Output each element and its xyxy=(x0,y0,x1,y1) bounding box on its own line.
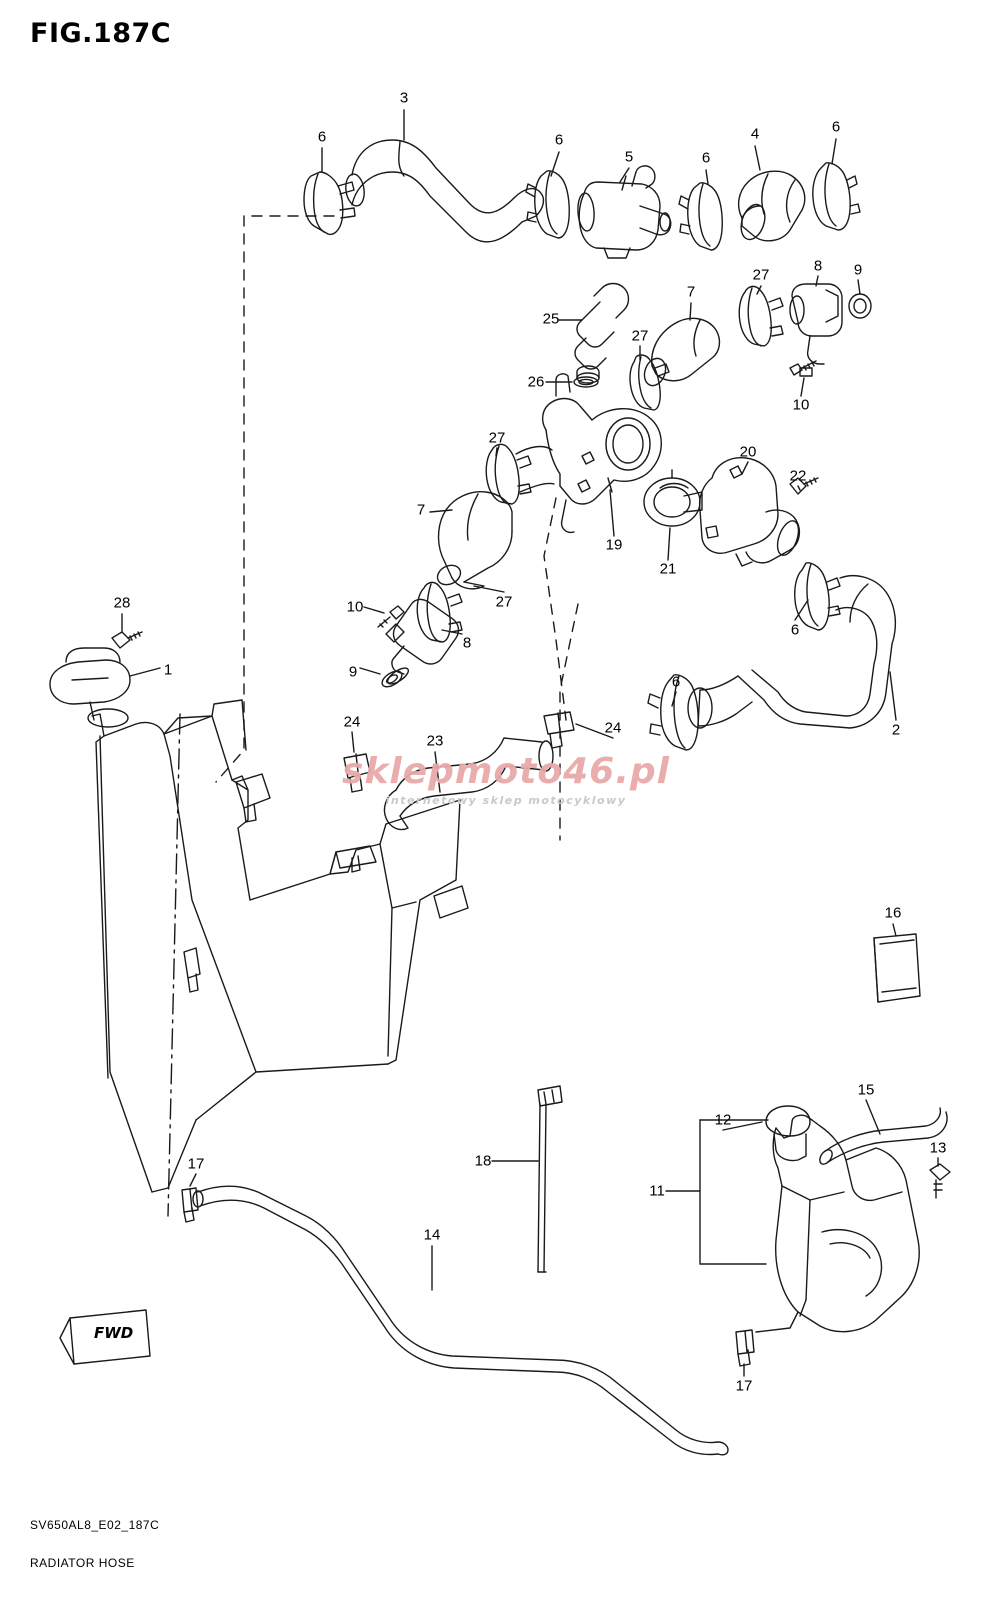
callout-number: 9 xyxy=(348,663,358,681)
fwd-label-text: FWD xyxy=(94,1324,134,1342)
callout-number: 13 xyxy=(929,1139,947,1157)
callout-number: 8 xyxy=(462,634,472,652)
callout-number: 20 xyxy=(739,443,757,461)
callout-number: 11 xyxy=(649,1182,665,1200)
figure-name: RADIATOR HOSE xyxy=(30,1556,135,1570)
callout-number: 17 xyxy=(735,1377,753,1395)
callout-number: 6 xyxy=(671,673,681,691)
page-title: FIG.187C xyxy=(30,18,172,49)
callout-number: 3 xyxy=(399,89,409,107)
callout-number: 28 xyxy=(113,594,131,612)
callout-number: 27 xyxy=(631,327,649,345)
callout-number: 15 xyxy=(857,1081,875,1099)
figure-code: SV650AL8_E02_187C xyxy=(30,1518,160,1532)
callout-number: 27 xyxy=(495,593,513,611)
callout-number: 10 xyxy=(346,598,364,616)
callout-number: 24 xyxy=(343,713,361,731)
callout-number: 18 xyxy=(474,1152,492,1170)
callout-number: 24 xyxy=(604,719,622,737)
callout-number: 4 xyxy=(750,125,760,143)
callout-number: 25 xyxy=(542,310,560,328)
callout-number: 26 xyxy=(527,373,545,391)
callout-number: 7 xyxy=(686,283,696,301)
callout-number: 7 xyxy=(416,501,426,519)
callout-number: 8 xyxy=(813,257,823,275)
callout-number: 21 xyxy=(659,560,677,578)
callout-number: 19 xyxy=(605,536,623,554)
callout-number: 6 xyxy=(701,149,711,167)
callout-number: 6 xyxy=(317,128,327,146)
callout-number: 23 xyxy=(426,732,444,750)
watermark-main-text: sklepmoto46.pl xyxy=(342,751,670,792)
callout-number: 1 xyxy=(163,661,173,679)
callout-number: 9 xyxy=(853,261,863,279)
callout-number: 27 xyxy=(752,266,770,284)
callout-number: 14 xyxy=(423,1226,441,1244)
callout-number: 12 xyxy=(714,1111,732,1129)
callout-number: 2 xyxy=(891,721,901,739)
callout-number: 16 xyxy=(884,904,902,922)
callout-number: 6 xyxy=(790,621,800,639)
callout-number: 22 xyxy=(789,467,807,485)
callout-number: 5 xyxy=(624,148,634,166)
callout-number: 27 xyxy=(488,429,506,447)
callout-number: 10 xyxy=(792,396,810,414)
callout-number: 6 xyxy=(831,118,841,136)
callout-number: 17 xyxy=(187,1155,205,1173)
callout-number: 6 xyxy=(554,131,564,149)
fwd-direction-marker xyxy=(68,1310,154,1362)
watermark-sub-text: internetowy sklep motocyklowy xyxy=(385,794,627,807)
